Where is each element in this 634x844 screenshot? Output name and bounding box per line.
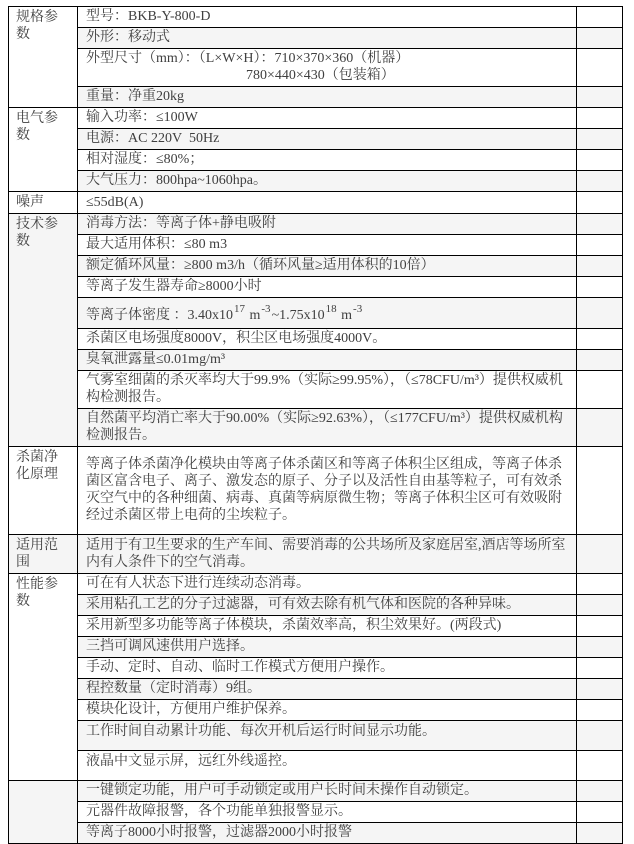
spec-text-cell: 大气压力：800hpa~1060hpa。 <box>78 171 577 192</box>
section-label-cell: 噪声 <box>9 192 78 214</box>
spec-row <box>9 637 623 658</box>
extra-cell <box>577 298 623 329</box>
extra-cell <box>577 823 623 844</box>
extra-cell <box>577 700 623 721</box>
spec-row <box>9 350 623 371</box>
spec-text-cell: 杀菌区电场强度8000V，积尘区电场强度4000V。 <box>78 329 577 350</box>
extra-cell <box>577 235 623 256</box>
extra-cell <box>577 108 623 129</box>
section-label-cell <box>9 781 78 844</box>
spec-row <box>9 679 623 700</box>
extra-cell <box>577 192 623 214</box>
spec-row <box>9 371 623 409</box>
extra-cell <box>577 171 623 192</box>
spec-text-cell: 等离子体杀菌净化模块由等离子体杀菌区和等离子体积尘区组成，等离子体杀菌区富含电子、离子、激发态的原子、分子以及活性自由基等粒子，可有效杀灭空气中的各种细菌、病毒、真菌等病原微生物；等离子体积尘区可有效吸附经过杀菌区带上电荷的尘埃粒子。 <box>78 447 577 535</box>
spec-text-cell: 元器件故障报警，各个功能单独报警显示。 <box>78 802 577 823</box>
spec-text-cell: 输入功率：≤100W <box>78 108 577 129</box>
spec-text-cell: 额定循环风量：≥800 m3/h（循环风量≥适用体积的10倍） <box>78 256 577 277</box>
spec-text-cell: 液晶中文显示屏，远红外线遥控。 <box>78 751 577 781</box>
dimension-line-2: 780×440×430（包装箱） <box>246 68 395 83</box>
spec-row <box>9 802 623 823</box>
spec-text-cell: 模块化设计，方便用户维护保养。 <box>78 700 577 721</box>
spec-text-cell: 电源：AC 220V 50Hz <box>78 129 577 150</box>
extra-cell <box>577 371 623 409</box>
spec-text-cell: 三挡可调风速供用户选择。 <box>78 637 577 658</box>
spec-row <box>9 108 623 129</box>
spec-text-cell: 程控数量（定时消毒）9组。 <box>78 679 577 700</box>
extra-cell <box>577 637 623 658</box>
extra-cell <box>577 802 623 823</box>
spec-row <box>9 781 623 802</box>
spec-row <box>9 329 623 350</box>
section-label-cell: 技术参数 <box>9 214 78 447</box>
spec-row <box>9 256 623 277</box>
section-label-cell: 性能参数 <box>9 574 78 781</box>
extra-cell <box>577 150 623 171</box>
extra-cell <box>577 277 623 298</box>
extra-cell <box>577 595 623 616</box>
spec-row <box>9 214 623 235</box>
extra-cell <box>577 329 623 350</box>
extra-cell <box>577 535 623 574</box>
spec-text-cell: 工作时间自动累计功能、每次开机后运行时间显示功能。 <box>78 721 577 751</box>
extra-cell <box>577 129 623 150</box>
extra-cell <box>577 781 623 802</box>
extra-cell <box>577 28 623 49</box>
spec-text-cell: 消毒方法：等离子体+静电吸附 <box>78 214 577 235</box>
plasma-density-cell: 等离子体密度 ：$3.40x10^{17}$ $m^{-3}\sim 1.75x10^{18}$ $m^{-3}$ <box>78 298 577 329</box>
spec-row <box>9 87 623 108</box>
spec-text-cell: 自然菌平均消亡率大于90.00%（实际≥92.63%），（≤177CFU/m³）提供权威机构检测报告。 <box>78 409 577 447</box>
spec-row <box>9 721 623 751</box>
extra-cell <box>577 721 623 751</box>
extra-cell <box>577 7 623 28</box>
spec-text-cell: 采用粘孔工艺的分子过滤器，可有效去除有机气体和医院的各种异味。 <box>78 595 577 616</box>
extra-cell <box>577 49 623 87</box>
spec-row <box>9 616 623 637</box>
spec-text-cell: 相对湿度：≤80%； <box>78 150 577 171</box>
spec-text-cell: 等离子8000小时报警，过滤器2000小时报警 <box>78 823 577 844</box>
spec-text-cell: 重量：净重20kg <box>78 87 577 108</box>
spec-text-cell: 外形：移动式 <box>78 28 577 49</box>
spec-text-cell: 最大适用体积：≤80 m3 <box>78 235 577 256</box>
spec-row <box>9 150 623 171</box>
spec-row <box>9 535 623 574</box>
spec-text-cell: 臭氧泄露量≤0.01mg/m³ <box>78 350 577 371</box>
spec-row <box>9 171 623 192</box>
extra-cell <box>577 256 623 277</box>
spec-text-cell: 气雾室细菌的杀灭率均大于99.9%（实际≥99.95%），（≤78CFU/m³）提供权威机构检测报告。 <box>78 371 577 409</box>
spec-text-cell: 手动、定时、自动、临时工作模式方便用户操作。 <box>78 658 577 679</box>
extra-cell <box>577 350 623 371</box>
spec-row <box>9 28 623 49</box>
spec-row <box>9 409 623 447</box>
section-label-cell: 适用范围 <box>9 535 78 574</box>
section-label-cell: 杀菌净化原理 <box>9 447 78 535</box>
extra-cell <box>577 658 623 679</box>
extra-cell <box>577 574 623 595</box>
extra-cell <box>577 87 623 108</box>
spec-row <box>9 129 623 150</box>
spec-row <box>9 192 623 214</box>
spec-row <box>9 751 623 781</box>
spec-row <box>9 49 623 87</box>
spec-text-cell <box>78 49 577 87</box>
spec-text-cell: 采用新型多功能等离子体模块，杀菌效率高，积尘效果好。(两段式) <box>78 616 577 637</box>
spec-row <box>9 7 623 28</box>
spec-text-cell: 型号：BKB-Y-800-D <box>78 7 577 28</box>
spec-row <box>9 574 623 595</box>
section-label-cell: 规格参数 <box>9 7 78 108</box>
spec-text-cell: 可在有人状态下进行连续动态消毒。 <box>78 574 577 595</box>
extra-cell <box>577 616 623 637</box>
extra-cell <box>577 214 623 235</box>
spec-row <box>9 658 623 679</box>
spec-text-cell: 适用于有卫生要求的生产车间、需要消毒的公共场所及家庭居室,酒店等场所室内有人条件下的空气消毒。 <box>78 535 577 574</box>
spec-row <box>9 823 623 844</box>
spec-row <box>9 235 623 256</box>
spec-text-cell: 一键锁定功能，用户可手动锁定或用户长时间未操作自动锁定。 <box>78 781 577 802</box>
spec-text-cell: 等离子发生器寿命≥8000小时 <box>78 277 577 298</box>
spec-row <box>9 595 623 616</box>
dimension-line-1: 外型尺寸（mm）：（L×W×H）：710×370×360（机器） <box>86 51 410 66</box>
extra-cell <box>577 447 623 535</box>
extra-cell <box>577 679 623 700</box>
spec-row <box>9 298 623 329</box>
spec-row <box>9 700 623 721</box>
spec-row <box>9 277 623 298</box>
extra-cell <box>577 409 623 447</box>
spec-text-cell: ≤55dB(A) <box>78 192 577 214</box>
spec-row <box>9 447 623 535</box>
spec-table <box>8 6 623 844</box>
extra-cell <box>577 751 623 781</box>
section-label-cell: 电气参数 <box>9 108 78 192</box>
